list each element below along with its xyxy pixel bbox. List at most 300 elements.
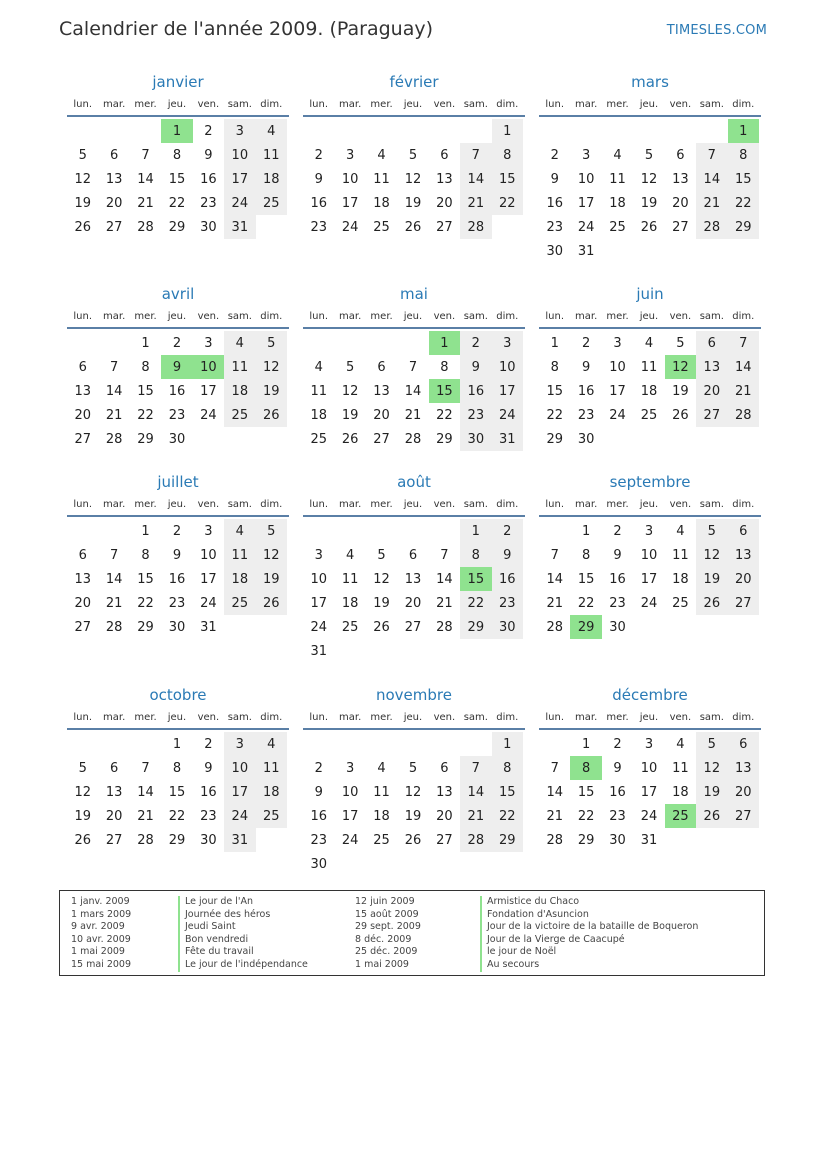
day-cell: 2 [613,736,622,752]
day-cell: 27 [373,431,390,447]
day-cell: 10 [640,547,658,563]
weekday-label: mar. [575,498,598,510]
weekday-header [539,305,761,329]
day-cell: 10 [640,760,658,776]
day-cell: 12 [74,171,91,187]
weekday-label: ven. [433,98,456,110]
weekday-label: sam. [227,498,252,510]
day-cell: 7 [141,147,150,163]
month-name: février [389,73,439,91]
legend-holiday-name: Fondation d'Asuncion [480,909,698,922]
day-cell: 17 [200,383,217,399]
weekday-label: lun. [309,310,329,322]
day-grid [303,119,525,239]
weekday-label: mar. [339,498,362,510]
day-cell: 10 [492,355,523,379]
day-cell: 4 [224,331,255,355]
weekday-label: ven. [197,98,220,110]
legend-date: 1 mai 2009 [71,946,125,958]
day-cell: 27 [74,431,91,447]
day-cell: 2 [314,760,323,776]
holiday-day-cell: 1 [728,119,759,143]
day-cell: 20 [74,407,91,423]
weekday-label: dim. [732,711,755,723]
weekday-label: lun. [309,98,329,110]
day-cell: 14 [404,383,422,399]
empty-day-cell [334,331,365,355]
day-cell: 11 [341,571,359,587]
day-cell: 7 [141,760,150,776]
empty-day-cell [539,732,570,756]
weekday-label: lun. [545,310,565,322]
day-cell: 8 [550,359,559,375]
weekday-label: lun. [545,711,565,723]
month-name: juillet [157,473,199,491]
day-cell: 16 [310,808,327,824]
legend-holiday-name: Journée des héros [178,909,308,922]
day-cell: 4 [256,732,287,756]
day-cell: 26 [640,219,658,235]
month-block [67,684,289,852]
empty-day-cell [98,331,129,355]
day-cell: 15 [577,571,595,587]
weekday-label: jeu. [403,711,423,723]
day-cell: 27 [436,219,453,235]
day-cell: 17 [577,195,595,211]
day-cell: 10 [200,547,217,563]
weekday-header [303,706,525,730]
day-cell: 6 [676,147,685,163]
day-grid [539,119,761,263]
day-cell: 25 [224,403,255,427]
day-cell: 23 [168,407,186,423]
day-cell: 11 [672,547,689,563]
day-cell: 16 [310,195,327,211]
day-cell: 12 [74,784,91,800]
month-block [539,71,761,263]
weekday-label: mar. [575,711,598,723]
day-cell: 14 [696,167,727,191]
day-cell: 30 [168,619,186,635]
day-cell: 2 [314,147,323,163]
day-cell: 5 [676,335,685,351]
weekday-label: jeu. [639,310,659,322]
day-cell: 18 [310,407,327,423]
day-cell: 26 [341,431,359,447]
day-cell: 15 [492,167,523,191]
day-cell: 21 [137,195,154,211]
weekday-header [67,93,289,117]
month-name: mai [400,285,428,303]
day-cell: 22 [137,595,154,611]
day-grid [303,519,525,663]
day-cell: 19 [640,195,658,211]
legend-date: 1 janv. 2009 [71,896,130,907]
day-cell: 26 [256,591,287,615]
weekday-header [539,493,761,517]
day-cell: 26 [404,832,422,848]
day-cell: 20 [404,595,422,611]
day-cell: 17 [640,571,658,587]
weekday-label: sam. [699,98,724,110]
day-cell: 22 [137,407,154,423]
day-cell: 20 [373,407,390,423]
day-cell: 15 [728,167,759,191]
day-cell: 2 [550,147,559,163]
day-cell: 5 [408,760,418,776]
day-cell: 3 [613,335,622,351]
day-cell: 9 [314,171,323,187]
day-cell: 2 [613,523,622,539]
day-grid [539,519,761,639]
weekday-header [539,706,761,730]
day-cell: 26 [373,619,390,635]
day-cell: 19 [404,808,422,824]
weekday-label: lun. [309,498,329,510]
day-cell: 23 [168,595,186,611]
day-cell: 11 [256,756,287,780]
day-cell: 1 [550,335,559,351]
day-cell: 1 [172,736,182,752]
day-cell: 9 [204,760,213,776]
day-cell: 8 [460,543,491,567]
day-cell: 16 [492,567,523,591]
empty-day-cell [397,331,428,355]
day-cell: 18 [609,195,626,211]
month-block [67,471,289,639]
day-cell: 8 [172,760,182,776]
day-cell: 7 [109,547,119,563]
day-cell: 10 [224,143,255,167]
weekday-label: mar. [575,98,598,110]
legend-dates-column-1 [71,896,131,972]
weekday-label: mar. [339,711,362,723]
day-cell: 1 [492,732,523,756]
weekday-label: ven. [433,498,456,510]
weekday-label: sam. [463,310,488,322]
empty-day-cell [602,119,633,143]
day-cell: 16 [577,383,595,399]
weekday-label: dim. [732,498,755,510]
day-cell: 21 [546,595,563,611]
day-cell: 8 [141,359,150,375]
day-cell: 21 [728,379,759,403]
day-cell: 8 [172,147,182,163]
day-cell: 5 [408,147,418,163]
legend-holiday-name: Le jour de l'An [178,896,308,909]
legend-holiday-name: Bon vendredi [178,934,308,947]
empty-day-cell [665,119,696,143]
day-cell: 11 [373,784,390,800]
day-cell: 23 [546,219,563,235]
day-cell: 30 [609,832,626,848]
day-cell: 21 [404,407,422,423]
day-cell: 25 [341,619,359,635]
day-cell: 13 [436,784,453,800]
day-cell: 19 [696,780,727,804]
day-cell: 9 [314,784,323,800]
weekday-label: dim. [496,98,519,110]
day-cell: 28 [546,619,563,635]
day-cell: 14 [137,784,154,800]
day-cell: 8 [728,143,759,167]
day-cell: 19 [696,567,727,591]
weekday-header [303,305,525,329]
day-cell: 5 [696,519,727,543]
weekday-label: jeu. [403,98,423,110]
day-cell: 9 [492,543,523,567]
day-cell: 25 [256,191,287,215]
day-cell: 21 [105,407,123,423]
day-cell: 19 [74,195,91,211]
day-cell: 24 [310,619,327,635]
empty-day-cell [130,732,161,756]
day-cell: 29 [492,828,523,852]
weekday-label: sam. [463,98,488,110]
month-block [67,283,289,451]
day-cell: 6 [408,547,418,563]
weekday-label: sam. [463,498,488,510]
weekday-header [539,93,761,117]
month-block [303,283,525,451]
month-name: décembre [612,686,688,704]
empty-day-cell [98,119,129,143]
day-cell: 24 [224,804,255,828]
holiday-day-cell: 8 [570,756,601,780]
day-grid [67,519,289,639]
day-cell: 6 [696,331,727,355]
day-cell: 26 [696,804,727,828]
day-cell: 6 [109,760,119,776]
weekday-label: jeu. [403,498,423,510]
day-cell: 5 [256,331,287,355]
day-cell: 28 [696,215,727,239]
day-cell: 11 [224,355,255,379]
month-block [539,684,761,852]
day-cell: 19 [672,383,689,399]
weekday-label: jeu. [639,98,659,110]
weekday-label: mer. [134,98,157,110]
legend-date: 29 sept. 2009 [355,921,421,933]
day-cell: 28 [728,403,759,427]
day-cell: 18 [256,167,287,191]
day-cell: 26 [256,403,287,427]
day-cell: 14 [460,167,491,191]
day-cell: 29 [577,832,595,848]
weekday-label: mer. [606,98,629,110]
day-cell: 20 [74,595,91,611]
day-cell: 13 [373,383,390,399]
day-cell: 24 [200,595,217,611]
day-cell: 23 [460,403,491,427]
day-cell: 23 [577,407,595,423]
empty-day-cell [366,119,397,143]
weekday-label: mer. [370,98,393,110]
day-cell: 25 [310,431,327,447]
day-cell: 10 [609,359,626,375]
day-cell: 17 [640,784,658,800]
month-name: août [397,473,431,491]
day-cell: 28 [460,215,491,239]
empty-day-cell [397,119,428,143]
day-cell: 11 [672,760,689,776]
empty-day-cell [334,519,365,543]
day-cell: 17 [341,195,359,211]
day-cell: 30 [310,856,327,872]
day-cell: 17 [609,383,626,399]
weekday-label: sam. [227,98,252,110]
legend-holiday-name: Au secours [480,959,698,972]
empty-day-cell [334,119,365,143]
day-cell: 10 [341,171,359,187]
day-cell: 27 [74,619,91,635]
empty-day-cell [303,331,334,355]
day-cell: 21 [460,191,491,215]
day-cell: 16 [168,383,186,399]
day-cell: 25 [373,219,390,235]
weekday-label: sam. [227,711,252,723]
day-cell: 26 [74,832,91,848]
day-cell: 6 [728,519,759,543]
day-cell: 20 [672,195,689,211]
day-cell: 24 [341,832,359,848]
day-cell: 30 [200,832,217,848]
day-grid [67,732,289,852]
holiday-day-cell: 12 [665,355,696,379]
day-cell: 23 [200,808,217,824]
day-cell: 14 [105,383,123,399]
empty-day-cell [366,732,397,756]
empty-day-cell [397,519,428,543]
day-cell: 30 [200,219,217,235]
day-cell: 10 [341,784,359,800]
day-cell: 26 [74,219,91,235]
day-cell: 12 [341,383,359,399]
empty-day-cell [98,732,129,756]
day-cell: 8 [492,143,523,167]
month-block [539,471,761,639]
day-cell: 14 [460,780,491,804]
day-cell: 21 [137,808,154,824]
day-cell: 4 [345,547,355,563]
day-cell: 3 [314,547,323,563]
month-name: juin [636,285,664,303]
day-cell: 4 [256,119,287,143]
month-block [67,71,289,239]
weekday-label: mer. [134,310,157,322]
day-cell: 2 [204,123,213,139]
day-cell: 15 [137,383,154,399]
day-cell: 6 [78,359,87,375]
legend-dates-column-2 [355,896,421,972]
day-cell: 23 [609,595,626,611]
legend-holiday-name: Armistice du Chaco [480,896,698,909]
day-grid [303,732,525,876]
day-cell: 24 [492,403,523,427]
day-cell: 21 [696,191,727,215]
day-cell: 6 [109,147,119,163]
empty-day-cell [429,519,460,543]
empty-day-cell [539,519,570,543]
weekday-label: sam. [463,711,488,723]
day-cell: 17 [224,780,255,804]
day-cell: 16 [460,379,491,403]
site-link[interactable]: TIMESLES.COM [666,23,767,38]
day-cell: 17 [341,808,359,824]
day-cell: 29 [728,215,759,239]
day-cell: 20 [105,195,123,211]
empty-day-cell [303,732,334,756]
day-cell: 18 [373,195,390,211]
month-name: novembre [376,686,452,704]
empty-day-cell [303,519,334,543]
day-cell: 13 [672,171,689,187]
empty-day-cell [303,119,334,143]
page-title: Calendrier de l'année 2009. (Paraguay) [59,18,433,40]
day-cell: 18 [672,784,689,800]
weekday-label: jeu. [639,711,659,723]
day-cell: 28 [137,832,154,848]
day-cell: 4 [676,736,685,752]
day-cell: 25 [640,407,658,423]
day-cell: 12 [373,571,390,587]
day-cell: 11 [224,543,255,567]
day-cell: 13 [728,756,759,780]
day-cell: 6 [440,760,449,776]
legend-date: 1 mars 2009 [71,908,132,920]
weekday-label: dim. [496,310,519,322]
weekday-label: jeu. [403,310,423,322]
weekday-header [67,305,289,329]
day-cell: 25 [373,832,390,848]
day-cell: 11 [256,143,287,167]
day-cell: 31 [200,619,217,635]
empty-day-cell [67,119,98,143]
day-cell: 2 [204,736,213,752]
month-block [303,71,525,239]
day-cell: 9 [172,547,182,563]
day-cell: 30 [546,243,563,259]
day-cell: 19 [256,567,287,591]
day-cell: 27 [672,219,689,235]
weekday-label: jeu. [167,711,187,723]
weekday-label: mer. [370,498,393,510]
day-cell: 5 [78,760,87,776]
weekday-label: dim. [260,310,283,322]
day-cell: 23 [310,832,327,848]
day-cell: 27 [728,804,759,828]
day-cell: 15 [137,571,154,587]
day-cell: 18 [341,595,359,611]
empty-day-cell [67,732,98,756]
legend-date: 12 juin 2009 [355,896,415,907]
day-cell: 15 [577,784,595,800]
day-cell: 1 [581,523,591,539]
day-cell: 5 [256,519,287,543]
day-cell: 13 [74,571,91,587]
holiday-day-cell: 10 [193,355,224,379]
day-cell: 27 [105,219,123,235]
month-name: avril [161,285,195,303]
day-cell: 21 [460,804,491,828]
weekday-label: dim. [496,498,519,510]
weekday-header [67,493,289,517]
day-cell: 2 [492,519,523,543]
day-cell: 12 [640,171,658,187]
day-cell: 19 [74,808,91,824]
day-cell: 20 [436,195,453,211]
weekday-label: dim. [732,98,755,110]
